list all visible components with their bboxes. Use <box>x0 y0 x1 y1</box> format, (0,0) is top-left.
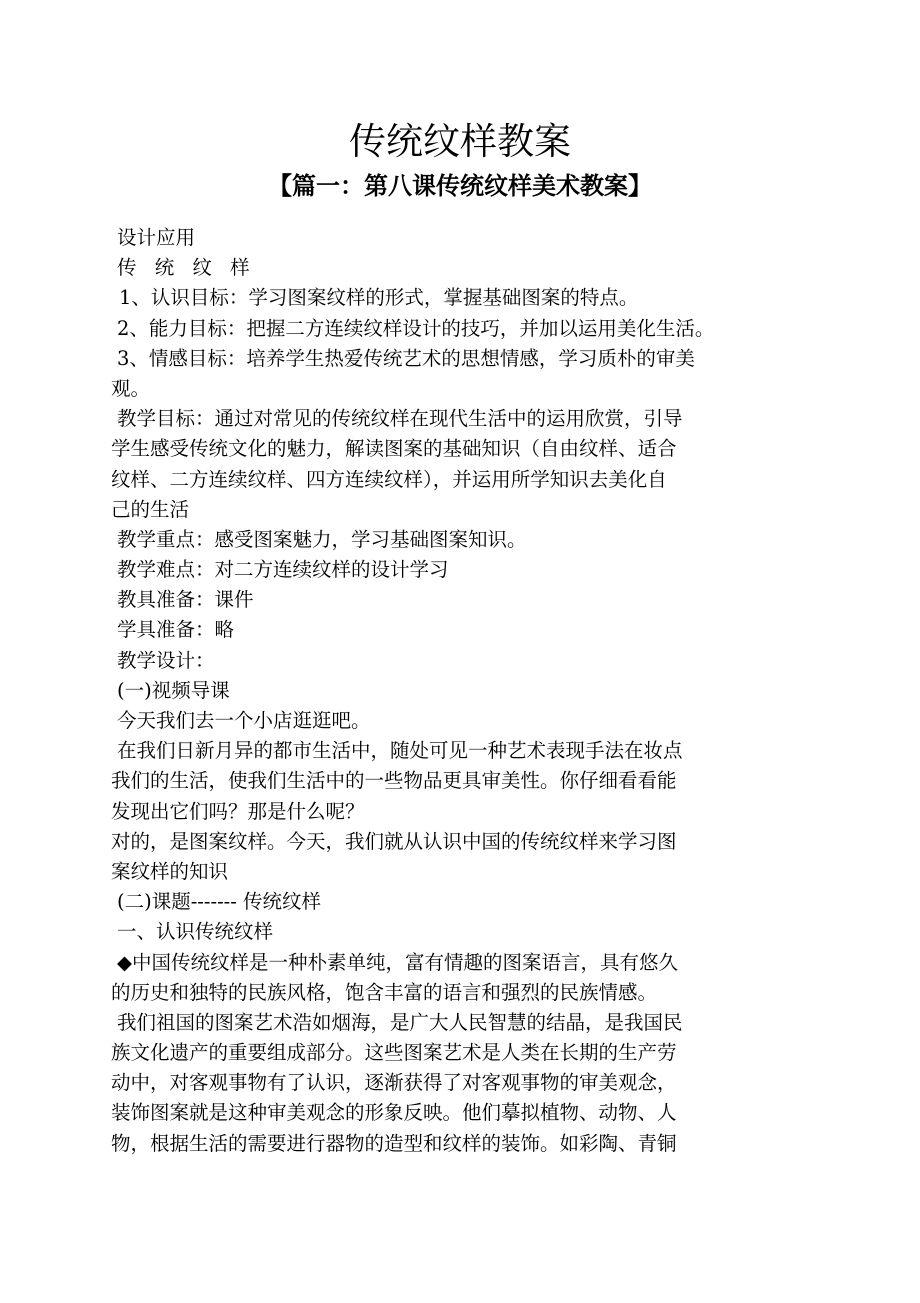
paragraph-line: 学生感受传统文化的魅力，解读图案的基础知识（自由纹样、适合 <box>111 437 677 461</box>
paragraph-line: 发现出它们吗？那是什么呢？ <box>111 799 365 823</box>
paragraph-line: 己的生活 <box>111 497 190 521</box>
paragraph-line: 物，根据生活的需要进行器物的造型和纹样的装饰。如彩陶、青铜 <box>111 1131 677 1155</box>
paragraph-line: 教具准备：课件 <box>117 588 254 612</box>
paragraph-line: 传 统 纹 样 <box>117 256 256 280</box>
paragraph-line: 装饰图案就是这种审美观念的形象反映。他们摹拟植物、动物、人 <box>111 1101 677 1125</box>
paragraph-line: 教学设计： <box>117 648 215 672</box>
document-subtitle: 【篇一：第八课传统纹样美术教案】 <box>268 171 652 200</box>
paragraph-line: 动中，对客观事物有了认识，逐渐获得了对客观事物的审美观念， <box>111 1071 677 1095</box>
paragraph-line: 我们祖国的图案艺术浩如烟海，是广大人民智慧的结晶，是我国民 <box>117 1010 683 1034</box>
paragraph-line: ◆中国传统纹样是一种朴素单纯，富有情趣的图案语言，具有悠久 <box>117 950 678 974</box>
paragraph-line: 在我们日新月异的都市生活中，随处可见一种艺术表现手法在妆点 <box>117 739 683 763</box>
paragraph-line: 的历史和独特的民族风格，饱含丰富的语言和强烈的民族情感。 <box>111 980 658 1004</box>
paragraph-line: 1、认识目标：学习图案纹样的形式，掌握基础图案的特点。 <box>119 286 639 310</box>
paragraph-line: 3、情感目标：培养学生热爱传统艺术的思想情感，学习质朴的审美 <box>117 346 695 370</box>
paragraph-line: 观。 <box>111 376 151 400</box>
paragraph-line: 族文化遗产的重要组成部分。这些图案艺术是人类在长期的生产劳 <box>111 1041 677 1065</box>
document-title: 传统纹样教案 <box>349 120 571 163</box>
paragraph-line: (一)视频导课 <box>117 678 230 702</box>
document-body <box>111 223 751 1159</box>
paragraph-line: 我们的生活，使我们生活中的一些物品更具审美性。你仔细看看能 <box>111 769 677 793</box>
paragraph-line: 教学重点：感受图案魅力，学习基础图案知识。 <box>117 527 527 551</box>
paragraph-line: 一、认识传统纹样 <box>117 920 274 944</box>
paragraph-line: 今天我们去一个小店逛逛吧。 <box>117 709 371 732</box>
paragraph-line: 教学目标：通过对常见的传统纹样在现代生活中的运用欣赏，引导 <box>117 407 683 431</box>
paragraph-line: 纹样、二方连续纹样、四方连续纹样），并运用所学知识去美化自 <box>111 467 667 491</box>
paragraph-line: 对的，是图案纹样。今天，我们就从认识中国的传统纹样来学习图 <box>111 829 677 853</box>
paragraph-line: 案纹样的知识 <box>111 859 229 883</box>
paragraph-line: 2、能力目标：把握二方连续纹样设计的技巧，并加以运用美化生活。 <box>117 316 715 340</box>
paragraph-line: 设计应用 <box>117 226 196 249</box>
paragraph-line: (二)课题------- 传统纹样 <box>117 890 322 914</box>
paragraph-line: 教学难点：对二方连续纹样的设计学习 <box>117 558 449 582</box>
paragraph-line: 学具准备：略 <box>117 618 235 642</box>
